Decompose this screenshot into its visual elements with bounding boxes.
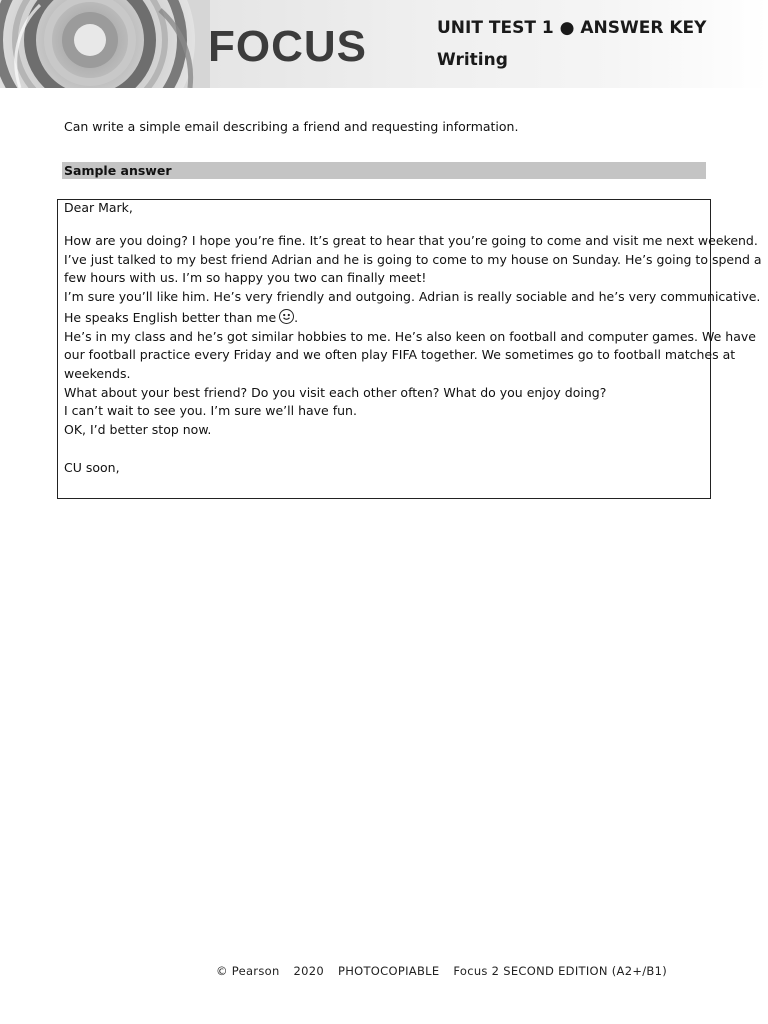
letter-line: weekends. [64, 366, 131, 381]
page-header [0, 0, 768, 88]
letter-line: What about your best friend? Do you visit each other often? What do you enjoy doing? [64, 385, 607, 400]
focus-logo-graphic [0, 0, 210, 88]
footer-year: 2020 [293, 964, 324, 978]
letter-line-with-smiley [64, 309, 298, 326]
unit-test-title: UNIT TEST 1 ● ANSWER KEY [437, 18, 707, 38]
letter-line: I’ve just talked to my best friend Adrian and he is going to come to my house on Sunday. He’s going to spend a [64, 252, 762, 267]
letter-line: our football practice every Friday and we often play FIFA together. We sometimes go to football matches at [64, 347, 736, 362]
smiley-icon [279, 309, 294, 324]
letter-line: I’m sure you’ll like him. He’s very friendly and outgoing. Adrian is really sociable and he’s very communicative. [64, 289, 761, 304]
brand-wordmark: FOCUS [208, 22, 367, 71]
sample-answer-bar [62, 162, 706, 179]
task-objective: Can write a simple email describing a friend and requesting information. [64, 119, 519, 134]
letter-line: He’s in my class and he’s got similar hobbies to me. He’s also keen on football and computer games. We have [64, 329, 756, 344]
letter-line: OK, I’d better stop now. [64, 422, 212, 437]
letter-line: I can’t wait to see you. I’m sure we’ll have fun. [64, 403, 357, 418]
footer-photocopiable: PHOTOCOPIABLE [337, 964, 440, 978]
section-title: Writing [437, 50, 508, 70]
letter-line: How are you doing? I hope you’re fine. It’s great to hear that you’re going to come and visit me next weekend. [64, 233, 758, 248]
letter-line: few hours with us. I’m so happy you two can finally meet! [64, 270, 427, 285]
letter-greeting: Dear Mark, [64, 200, 133, 215]
letter-line: He speaks English better than me [64, 310, 277, 325]
letter-closing: CU soon, [64, 460, 120, 475]
page-footer [216, 964, 677, 978]
footer-edition: Focus 2 SECOND EDITION (A2+/B1) [453, 964, 668, 978]
sample-answer-label: Sample answer [64, 163, 172, 178]
footer-copyright: © Pearson [216, 964, 280, 978]
smiley-trailing-period: . [294, 310, 299, 325]
